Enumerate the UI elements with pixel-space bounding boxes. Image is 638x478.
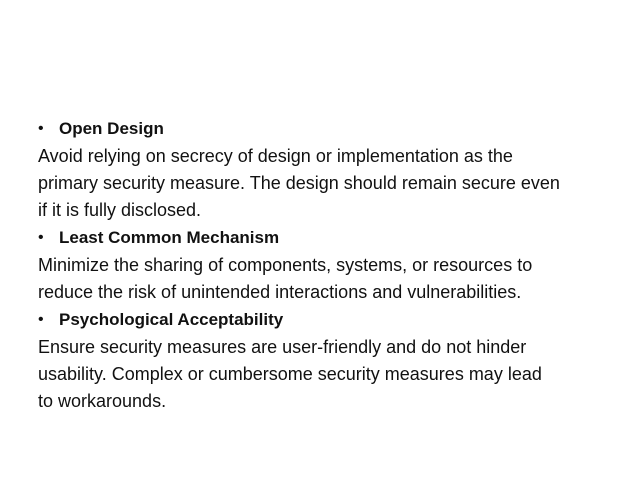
- description-line: Minimize the sharing of components, systems, or resources to: [38, 255, 533, 275]
- description-line: usability. Complex or cumbersome security measures may lead: [38, 364, 542, 384]
- description-line: reduce the risk of unintended interactions and vulnerabilities.: [38, 282, 522, 302]
- description-line: Avoid relying on secrecy of design or implementation as the: [38, 146, 513, 166]
- bullet-description: [38, 334, 613, 415]
- bullet-icon: •: [38, 311, 44, 328]
- description-line: primary security measure. The design should remain secure even: [38, 173, 560, 193]
- bullet-icon: •: [38, 229, 44, 246]
- description-line: to workarounds.: [38, 391, 167, 411]
- bullet-item-open-design: [38, 117, 613, 143]
- bullet-heading: Open Design: [59, 119, 164, 138]
- bullet-description: [38, 252, 613, 306]
- bullet-item-psychological-acceptability: [38, 308, 613, 334]
- bullet-heading: Psychological Acceptability: [59, 310, 284, 329]
- bullet-description: [38, 143, 613, 224]
- bullet-icon: •: [38, 120, 44, 137]
- description-line: if it is fully disclosed.: [38, 200, 202, 220]
- bullet-item-least-common-mechanism: [38, 226, 613, 252]
- bullet-heading: Least Common Mechanism: [59, 228, 280, 247]
- description-line: Ensure security measures are user-friendly and do not hinder: [38, 337, 527, 357]
- slide-content: [38, 117, 613, 417]
